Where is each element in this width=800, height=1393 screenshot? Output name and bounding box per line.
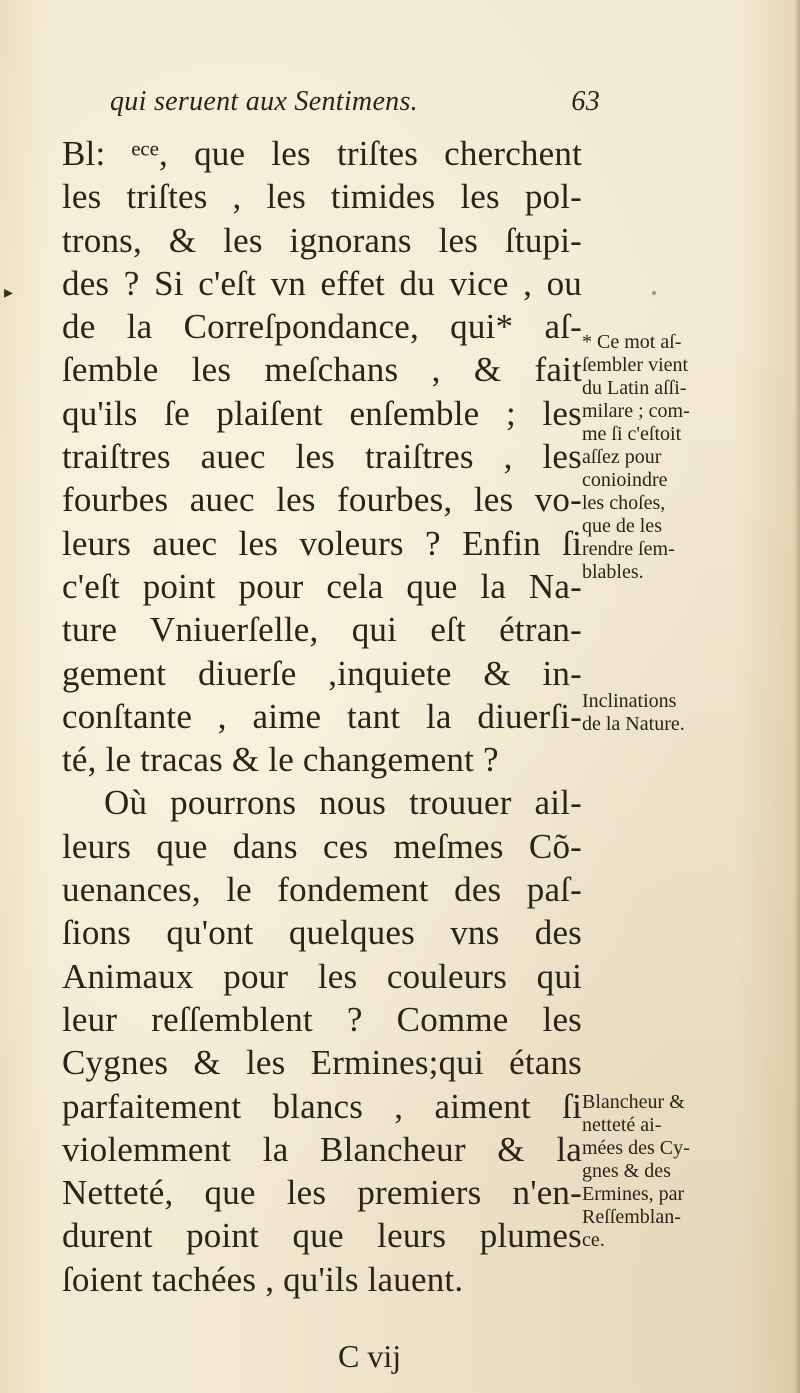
margin-note-line: que de les: [582, 515, 662, 537]
margin-note-line: les choſes,: [582, 492, 666, 514]
text-line: leurs que dans ces meſmes Cõ-: [62, 826, 582, 866]
text-line: Cygnes & les Ermines;qui étans: [62, 1043, 582, 1083]
margin-note-line: blables.: [582, 561, 644, 583]
text-line: gement diuerſe ,inquiete & in-: [62, 653, 582, 693]
text-line: Animaux pour les couleurs qui: [62, 956, 582, 996]
page-edge-shadow: [794, 0, 800, 1393]
ink-speck: [652, 291, 656, 295]
text-line: conſtante , aime tant la diuerſi-: [62, 696, 582, 736]
margin-note-inclinations: [582, 690, 772, 736]
margin-note-assembler: [582, 331, 772, 584]
margin-note-line: rendre ſem-: [582, 538, 675, 560]
margin-note-line: du Latin aſſi-: [582, 377, 687, 399]
margin-note-line: gnes & des: [582, 1160, 671, 1182]
text-line: té, le tracas & le changement ?: [62, 740, 499, 780]
text-line: ſoient tachées , qu'ils lauent.: [62, 1259, 464, 1299]
text-line: qu'ils ſe plaiſent enſemble ; les: [62, 393, 582, 433]
margin-note-line: conioindre: [582, 469, 668, 491]
margin-note-line: * Ce mot aſ-: [582, 331, 682, 353]
text-line: trons, & les ignorans les ſtupi-: [62, 220, 582, 260]
margin-note-line: mées des Cy-: [582, 1137, 690, 1159]
text-line: violemment la Blancheur & la: [62, 1129, 582, 1169]
text-line: de la Correſpondance, qui* aſ-: [62, 307, 582, 347]
text-line: ſemble les meſchans , & fait: [62, 350, 582, 390]
text-line: uenances, le fondement des paſ-: [62, 870, 582, 910]
text-line: les triſtes , les timides les pol-: [62, 177, 582, 217]
text-line: c'eſt point pour cela que la Na-: [62, 566, 582, 606]
text-line: parfaitement blancs , aiment ſi: [62, 1086, 582, 1126]
signature-mark: C vij: [338, 1338, 402, 1374]
margin-note-line: me ſi c'eſtoit: [582, 423, 682, 445]
margin-note-line: ſembler vient: [582, 354, 689, 376]
text-line: leur reſſemblent ? Comme les: [62, 999, 582, 1039]
margin-note-line: Blancheur &: [582, 1091, 685, 1113]
body-text: [62, 132, 582, 1301]
running-head-title: qui seruent aux Sentimens.: [110, 86, 418, 117]
text-line: traiſtres auec les traiſtres , les: [62, 437, 582, 477]
margin-note-line: Inclinations: [582, 690, 677, 712]
margin-note-line: Ermines, par: [582, 1183, 685, 1205]
margin-note-line: ce.: [582, 1229, 605, 1251]
text-line: ture Vniuerſelle, qui eſt étran-: [62, 610, 582, 650]
margin-note-line: milare ; com-: [582, 400, 690, 422]
page-number: 63: [571, 86, 600, 117]
margin-pointer-mark: ▸: [4, 282, 14, 302]
text-line: fourbes auec les fourbes, les vo-: [62, 480, 582, 520]
margin-note-line: netteté ai-: [582, 1114, 662, 1136]
margin-note-line: Reſſemblan-: [582, 1206, 681, 1228]
margin-note-blancheur: [582, 1091, 772, 1252]
text-line: Où pourrons nous trouuer ail-: [104, 783, 582, 823]
running-head: [110, 86, 600, 118]
text-line: des ? Si c'eſt vn effet du vice , ou: [62, 263, 582, 303]
text-line: Bl: ᵉᶜᵉ, que les triſtes cherchent: [62, 134, 582, 173]
margin-note-line: de la Nature.: [582, 713, 685, 735]
text-line: leurs auec les voleurs ? Enfin ſi: [62, 523, 582, 563]
text-line: durent point que leurs plumes: [62, 1216, 582, 1256]
margin-note-line: aſſez pour: [582, 446, 662, 468]
text-line: Netteté, que les premiers n'en-: [62, 1173, 582, 1213]
text-line: ſions qu'ont quelques vns des: [62, 913, 582, 953]
